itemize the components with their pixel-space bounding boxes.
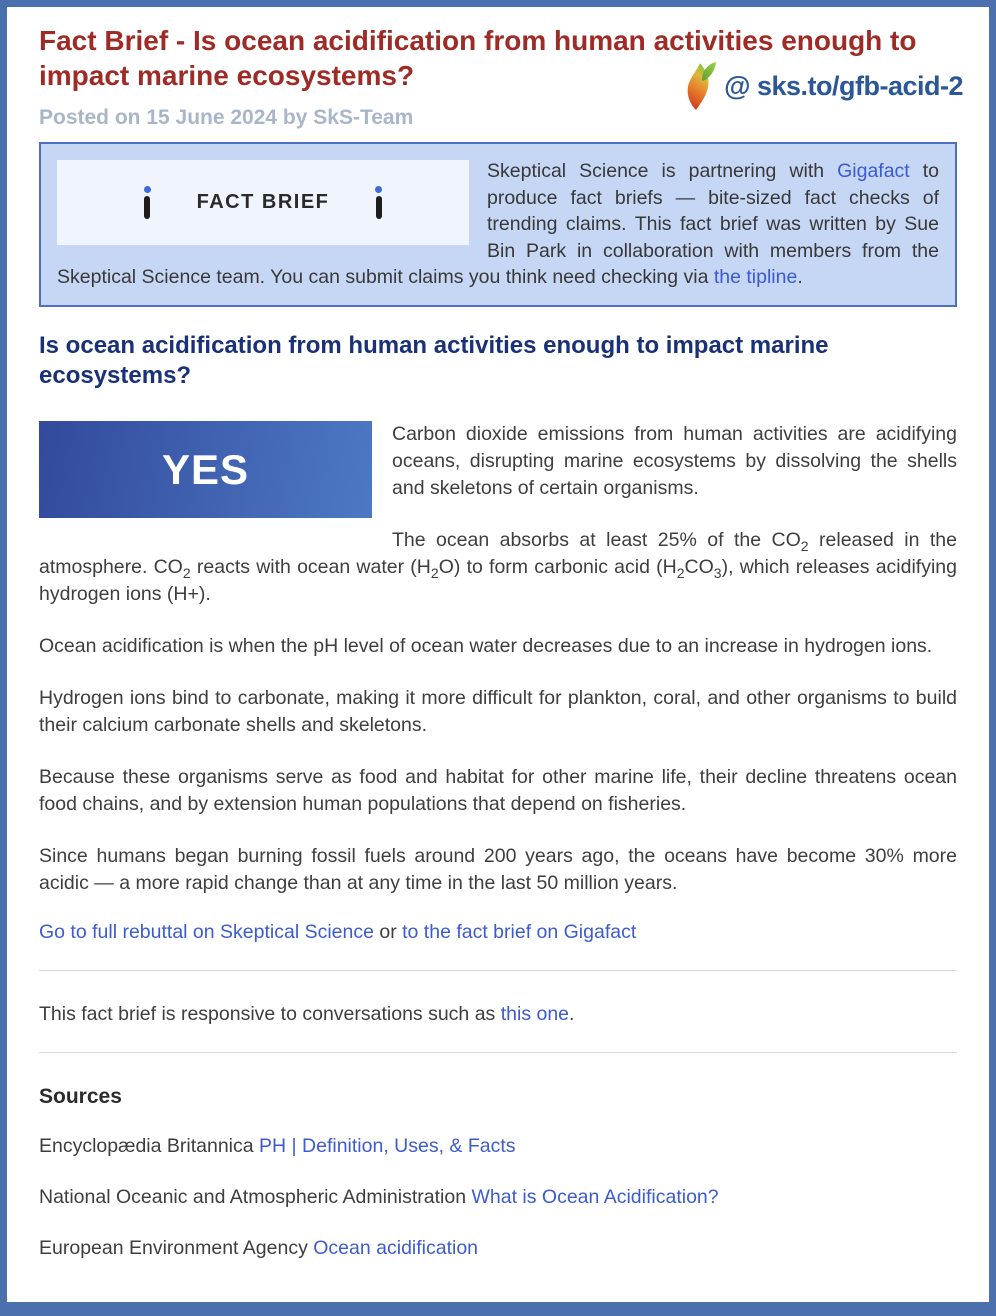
text-segment: ), which releases acidifying hydrogen ions (H+). <box>39 556 957 606</box>
text-segment: Carbon dioxide emissions from human activities are acidifying oceans, disrupting marine ecosystems by dissolving the shells and skeletons of certain organisms. <box>392 423 957 500</box>
subscript: 2 <box>676 565 685 582</box>
body-paragraph <box>39 685 957 739</box>
subscript: 2 <box>800 538 809 555</box>
source-item <box>39 1133 957 1160</box>
subscript: 2 <box>430 565 439 582</box>
text-segment: released in the atmosphere. CO <box>39 529 957 579</box>
body-paragraph <box>39 843 957 897</box>
site-shortlink <box>681 61 963 111</box>
britannica-ph-link[interactable]: PH | Definition, Uses, & Facts <box>259 1135 516 1158</box>
text-segment: Because these organisms serve as food and habitat for other marine life, their decline threatens ocean food chains, and by extension human populations that depend on fisheries. <box>39 766 957 816</box>
cta-links <box>39 919 957 946</box>
flame-leaf-icon <box>681 61 717 111</box>
text-segment: Since humans began burning fossil fuels around 200 years ago, the oceans have become 30% more acidic — a more rapid change than at any time in the last 50 million years. <box>39 845 957 895</box>
body-paragraph <box>39 633 957 660</box>
text-segment: This fact brief is responsive to conversations such as <box>39 1003 501 1026</box>
rebuttal-link[interactable]: Go to full rebuttal on Skeptical Science <box>39 921 374 944</box>
subscript: 2 <box>182 565 191 582</box>
text-segment: National Oceanic and Atmospheric Administration <box>39 1186 472 1209</box>
text-segment: Hydrogen ions bind to carbonate, making it more difficult for plankton, coral, and other organisms to build their calcium carbonate shells and skeletons. <box>39 687 957 737</box>
text-segment: reacts with ocean water (H <box>190 556 431 579</box>
page-title: Fact Brief - Is ocean acidification from human activities enough to impact marine ecosystems? <box>39 25 917 91</box>
gigafact-brief-link[interactable]: to the fact brief on Gigafact <box>402 921 637 944</box>
shortlink-text: @ sks.to/gfb-acid-2 <box>724 70 963 101</box>
factbrief-logo-text: FACT BRIEF <box>196 191 330 214</box>
tipline-link[interactable]: the tipline <box>713 266 798 288</box>
text-segment: Skeptical Science is partnering with <box>487 160 838 182</box>
responsive-note <box>39 1001 957 1028</box>
text-segment: O) to form carbonic acid (H <box>438 556 677 579</box>
text-segment: to produce fact briefs — bite-sized fact checks of trending claims. This fact brief was written by Sue Bin Park in collaboration with members from the Skeptical Science team. You can submit claims you think need checking via <box>57 160 940 288</box>
factbrief-box <box>39 142 957 307</box>
yes-badge: YES <box>39 421 372 518</box>
body-paragraph <box>39 764 957 818</box>
gigafact-link[interactable]: Gigafact <box>837 160 910 182</box>
subscript: 3 <box>713 565 722 582</box>
text-segment: Encyclopædia Britannica <box>39 1135 260 1158</box>
body-paragraph <box>39 527 957 608</box>
text-segment: Ocean acidification is when the pH level of ocean water decreases due to an increase in hydrogen ions. <box>39 635 933 658</box>
text-segment: The ocean absorbs at least 25% of the CO <box>392 529 801 552</box>
source-item <box>39 1184 957 1211</box>
question-heading: Is ocean acidification from human activities enough to impact marine ecosystems? <box>39 331 829 389</box>
divider <box>39 1052 957 1053</box>
text-segment: or <box>373 921 403 944</box>
post-meta: Posted on 15 June 2024 by SkS-Team <box>39 106 414 129</box>
text-segment: CO <box>684 556 714 579</box>
sources-heading: Sources <box>39 1085 122 1109</box>
noaa-ocean-acidification-link[interactable]: What is Ocean Acidification? <box>471 1186 719 1209</box>
divider <box>39 970 957 971</box>
text-segment: European Environment Agency <box>39 1237 314 1260</box>
fact-brief-mark-icon <box>375 186 382 219</box>
text-segment: . <box>797 266 803 288</box>
source-item <box>39 1235 957 1262</box>
fact-brief-mark-icon <box>144 186 151 219</box>
answer-section <box>39 421 957 608</box>
conversation-link[interactable]: this one <box>500 1003 570 1026</box>
factbrief-logo <box>57 160 469 245</box>
eea-ocean-acidification-link[interactable]: Ocean acidification <box>313 1237 479 1260</box>
text-segment: . <box>569 1003 575 1026</box>
